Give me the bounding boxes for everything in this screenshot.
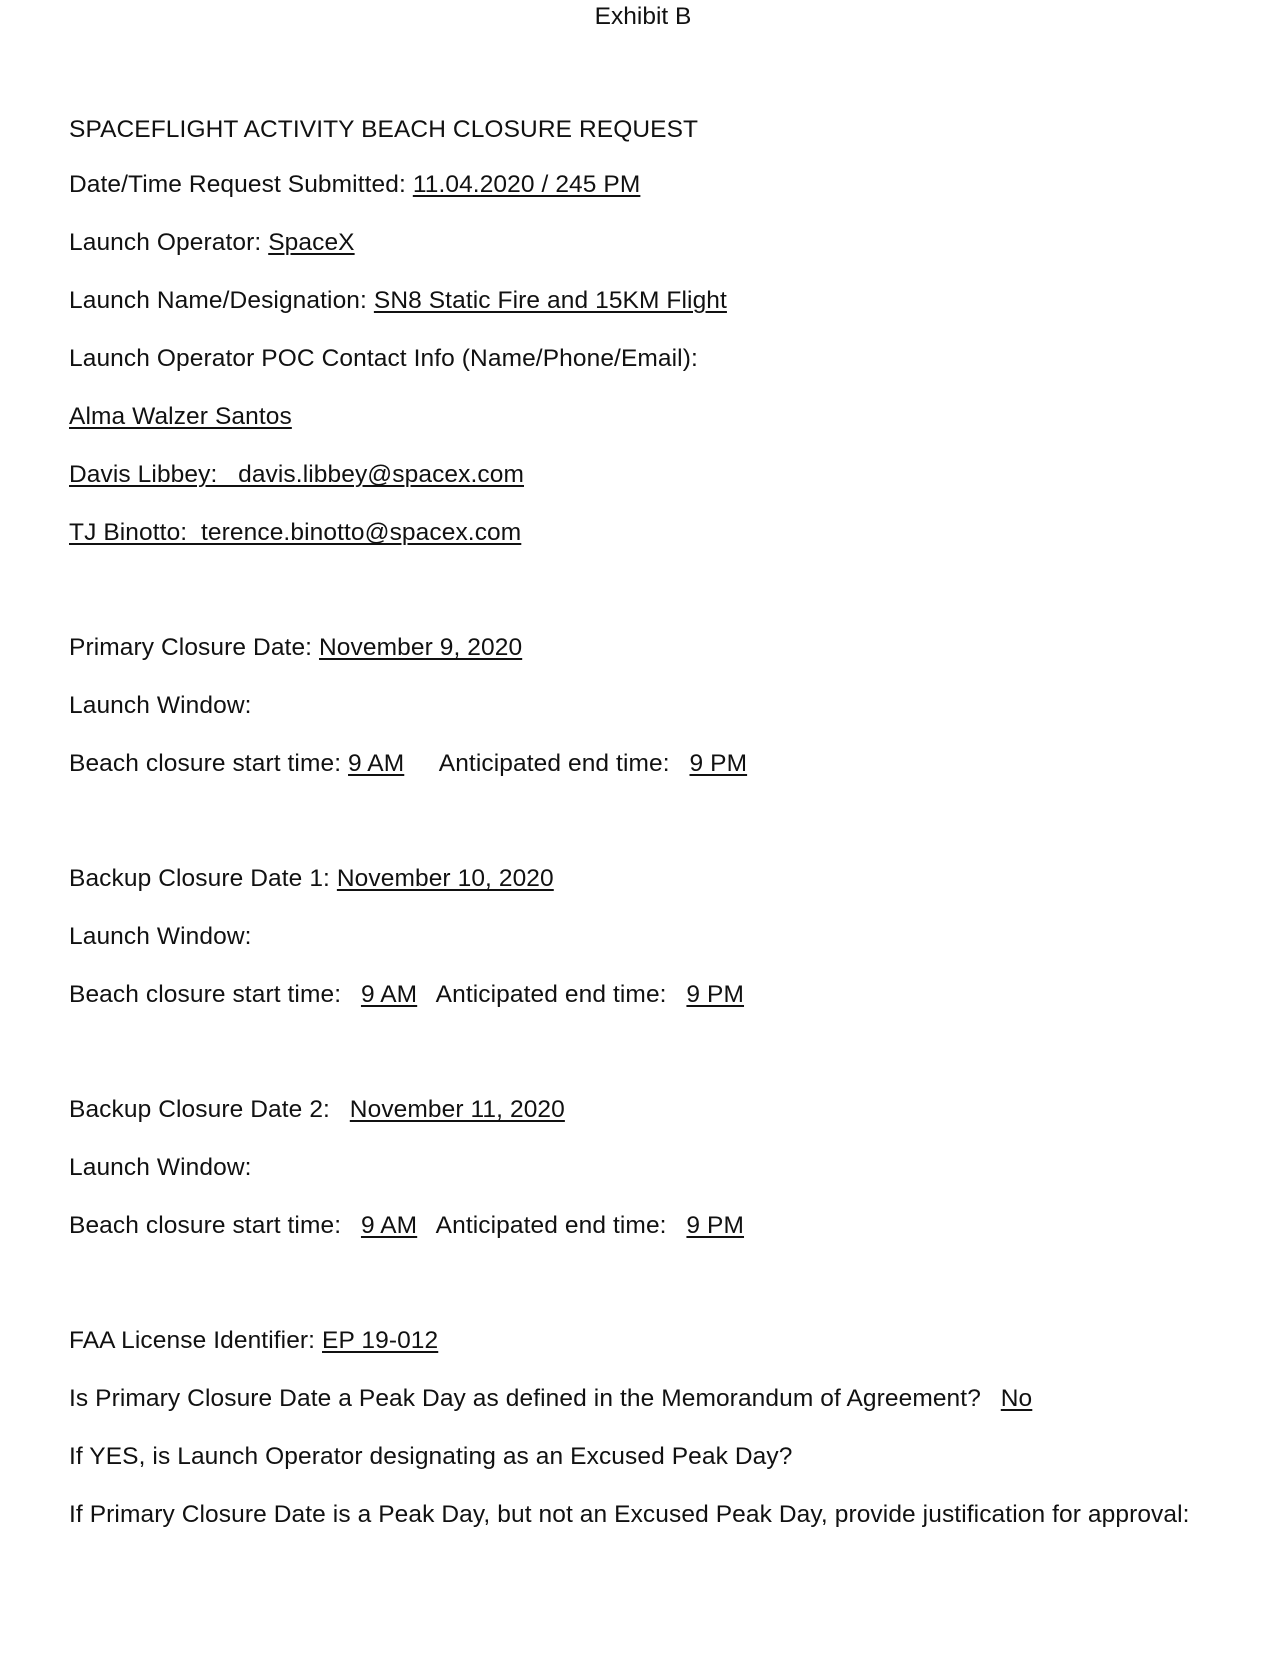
backup1-end-value: 9 PM: [686, 981, 745, 1008]
primary-date-label: Primary Closure Date:: [69, 634, 313, 661]
operator-label: Launch Operator:: [69, 229, 262, 256]
primary-end-value: 9 PM: [689, 750, 748, 777]
backup1-date-label: Backup Closure Date 1:: [69, 865, 330, 892]
poc-contact: TJ Binotto: terence.binotto@spacex.com: [69, 519, 522, 546]
submitted-value: 11.04.2020 / 245 PM: [412, 171, 641, 198]
submitted-row: [69, 170, 640, 200]
designation-label: Launch Name/Designation:: [69, 287, 367, 314]
poc-label: Launch Operator POC Contact Info (Name/Phone/Email):: [69, 345, 698, 372]
backup1-window-label: Launch Window:: [69, 923, 252, 950]
primary-date-row: [69, 633, 522, 663]
primary-times-row: [69, 749, 747, 779]
form-title: SPACEFLIGHT ACTIVITY BEACH CLOSURE REQUEST: [69, 116, 699, 143]
designation-row: [69, 286, 727, 316]
faa-label: FAA License Identifier:: [69, 1327, 316, 1354]
poc-contact: Davis Libbey: davis.libbey@spacex.com: [69, 461, 524, 488]
backup1-start-label: Beach closure start time:: [69, 981, 342, 1008]
backup1-end-label: Anticipated end time:: [435, 981, 667, 1008]
backup2-date-row: [69, 1095, 565, 1125]
primary-end-label: Anticipated end time:: [438, 750, 670, 777]
primary-window-label: Launch Window:: [69, 692, 252, 719]
faa-row: [69, 1326, 438, 1356]
backup2-window-label: Launch Window:: [69, 1154, 252, 1181]
peak-question-value: No: [1000, 1385, 1033, 1412]
backup2-times-row: [69, 1211, 744, 1241]
peak-question-row: [69, 1384, 1032, 1414]
backup2-date-value: November 11, 2020: [349, 1096, 565, 1123]
peak-question-label: Is Primary Closure Date a Peak Day as defined in the Memorandum of Agreement?: [69, 1385, 981, 1412]
designation-value: SN8 Static Fire and 15KM Flight: [373, 287, 727, 314]
backup2-start-value: 9 AM: [360, 1212, 418, 1239]
backup1-start-value: 9 AM: [360, 981, 418, 1008]
primary-date-value: November 9, 2020: [319, 634, 523, 661]
backup2-end-label: Anticipated end time:: [435, 1212, 667, 1239]
exhibit-title: Exhibit B: [594, 3, 692, 30]
submitted-label: Date/Time Request Submitted:: [69, 171, 406, 198]
faa-value: EP 19-012: [322, 1327, 439, 1354]
backup1-date-row: [69, 864, 554, 894]
primary-start-value: 9 AM: [348, 750, 405, 777]
backup2-start-label: Beach closure start time:: [69, 1212, 342, 1239]
operator-value: SpaceX: [268, 229, 355, 256]
backup2-end-value: 9 PM: [686, 1212, 745, 1239]
backup1-times-row: [69, 980, 744, 1010]
poc-contact: Alma Walzer Santos: [69, 403, 292, 430]
backup2-date-label: Backup Closure Date 2:: [69, 1096, 330, 1123]
backup1-date-value: November 10, 2020: [336, 865, 554, 892]
operator-row: [69, 228, 355, 258]
justification-question: If Primary Closure Date is a Peak Day, but not an Excused Peak Day, provide justification for approval:: [69, 1501, 1190, 1528]
excused-question: If YES, is Launch Operator designating as an Excused Peak Day?: [69, 1443, 793, 1470]
primary-start-label: Beach closure start time:: [69, 750, 342, 777]
